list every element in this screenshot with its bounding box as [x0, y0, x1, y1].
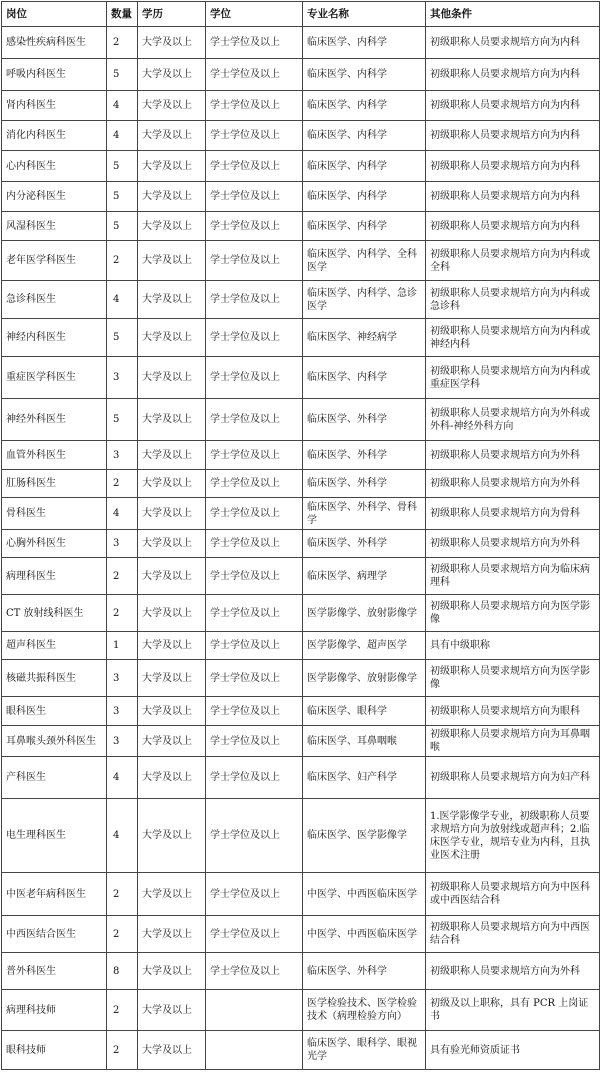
cell-conditions: 初级职称人员要求规培方向为内科或重症医学科	[426, 357, 600, 399]
cell-count: 4	[107, 121, 138, 151]
cell-count: 3	[107, 530, 138, 558]
cell-conditions: 初级职称人员要求规培方向为内科或急诊科	[426, 281, 600, 319]
cell-education: 大学及以上	[138, 498, 206, 530]
cell-major: 临床医学、外科学	[303, 530, 426, 558]
cell-count: 5	[107, 319, 138, 357]
cell-degree: 学士学位及以上	[206, 530, 303, 558]
table-row	[2, 916, 600, 953]
cell-major: 临床医学、内科学	[303, 27, 426, 59]
cell-education: 大学及以上	[138, 799, 206, 873]
cell-major: 临床医学、内科学	[303, 212, 426, 241]
cell-degree	[206, 1031, 303, 1070]
cell-count: 3	[107, 441, 138, 470]
cell-conditions: 1.医学影像学专业，初级职称人员要求规培方向为放射线或超声科；2.临床医学专业，规培专业为内科，且执业医术注册	[426, 799, 600, 873]
cell-degree: 学士学位及以上	[206, 595, 303, 632]
cell-count: 2	[107, 1031, 138, 1070]
cell-degree: 学士学位及以上	[206, 757, 303, 799]
cell-post: 老年医学科医生	[2, 241, 107, 281]
cell-degree: 学士学位及以上	[206, 91, 303, 121]
cell-degree: 学士学位及以上	[206, 873, 303, 916]
cell-education: 大学及以上	[138, 212, 206, 241]
cell-conditions: 初级职称人员要求规培方向为内科	[426, 121, 600, 151]
cell-education: 大学及以上	[138, 182, 206, 212]
header-education: 学历	[138, 2, 206, 27]
cell-education: 大学及以上	[138, 59, 206, 91]
cell-conditions: 初级职称人员要求规培方向为内科	[426, 182, 600, 212]
cell-conditions: 初级职称人员要求规培方向为耳鼻咽喉	[426, 726, 600, 757]
cell-conditions: 具有中级职称	[426, 632, 600, 660]
table-row	[2, 151, 600, 182]
header-major: 专业名称	[303, 2, 426, 27]
cell-education: 大学及以上	[138, 399, 206, 441]
cell-education: 大学及以上	[138, 990, 206, 1031]
cell-major: 临床医学、外科学	[303, 399, 426, 441]
cell-degree: 学士学位及以上	[206, 319, 303, 357]
table-row	[2, 212, 600, 241]
table-row	[2, 873, 600, 916]
cell-post: 呼吸内科医生	[2, 59, 107, 91]
cell-post: 眼科技师	[2, 1031, 107, 1070]
cell-major: 临床医学、妇产科学	[303, 757, 426, 799]
cell-post: 耳鼻喉头颈外科医生	[2, 726, 107, 757]
table-row	[2, 182, 600, 212]
cell-count: 8	[107, 953, 138, 990]
cell-major: 临床医学、外科学、骨科学	[303, 498, 426, 530]
table-row	[2, 757, 600, 799]
cell-degree: 学士学位及以上	[206, 558, 303, 595]
cell-education: 大学及以上	[138, 91, 206, 121]
cell-count: 4	[107, 281, 138, 319]
cell-conditions: 初级职称人员要求规培方向为妇产科	[426, 757, 600, 799]
cell-major: 临床医学、医学影像学	[303, 799, 426, 873]
cell-post: 神经外科医生	[2, 399, 107, 441]
cell-post: 感染性疾病科医生	[2, 27, 107, 59]
cell-post: 中医老年病科医生	[2, 873, 107, 916]
cell-count: 2	[107, 558, 138, 595]
cell-major: 中医学、中西医临床医学	[303, 916, 426, 953]
table-row	[2, 799, 600, 873]
cell-conditions: 初级职称人员要求规培方向为医学影像	[426, 595, 600, 632]
cell-degree: 学士学位及以上	[206, 441, 303, 470]
cell-major: 临床医学、耳鼻咽喉	[303, 726, 426, 757]
table-row	[2, 530, 600, 558]
cell-post: 风湿科医生	[2, 212, 107, 241]
cell-education: 大学及以上	[138, 953, 206, 990]
cell-education: 大学及以上	[138, 241, 206, 281]
cell-major: 临床医学、眼科学	[303, 697, 426, 726]
cell-major: 医学影像学、放射影像学	[303, 595, 426, 632]
table-row	[2, 91, 600, 121]
header-degree: 学位	[206, 2, 303, 27]
table-row	[2, 953, 600, 990]
cell-major: 临床医学、外科学	[303, 441, 426, 470]
cell-education: 大学及以上	[138, 121, 206, 151]
cell-count: 1	[107, 632, 138, 660]
cell-degree: 学士学位及以上	[206, 212, 303, 241]
cell-conditions: 初级职称人员要求规培方向为内科	[426, 91, 600, 121]
cell-post: 中西医结合医生	[2, 916, 107, 953]
cell-post: 电生理科医生	[2, 799, 107, 873]
cell-major: 临床医学、内科学	[303, 151, 426, 182]
cell-post: 普外科医生	[2, 953, 107, 990]
cell-education: 大学及以上	[138, 660, 206, 697]
job-requirements-table	[1, 1, 600, 1070]
cell-conditions: 初级职称人员要求规培方向为眼科	[426, 697, 600, 726]
cell-post: 超声科医生	[2, 632, 107, 660]
cell-conditions: 初级职称人员要求规培方向为内科	[426, 27, 600, 59]
cell-major: 临床医学、内科学	[303, 357, 426, 399]
cell-degree: 学士学位及以上	[206, 498, 303, 530]
cell-count: 5	[107, 399, 138, 441]
table-row	[2, 632, 600, 660]
cell-count: 4	[107, 498, 138, 530]
table-row	[2, 357, 600, 399]
cell-education: 大学及以上	[138, 632, 206, 660]
cell-education: 大学及以上	[138, 1031, 206, 1070]
cell-count: 2	[107, 241, 138, 281]
cell-conditions: 初级职称人员要求规培方向为内科	[426, 212, 600, 241]
cell-conditions: 初级职称人员要求规培方向为外科	[426, 470, 600, 498]
cell-major: 临床医学、内科学	[303, 91, 426, 121]
cell-conditions: 初级职称人员要求规培方向为内科	[426, 59, 600, 91]
cell-post: 心内科医生	[2, 151, 107, 182]
cell-count: 4	[107, 799, 138, 873]
cell-degree: 学士学位及以上	[206, 182, 303, 212]
cell-post: 急诊科医生	[2, 281, 107, 319]
cell-count: 4	[107, 757, 138, 799]
cell-conditions: 具有验光师资质证书	[426, 1031, 600, 1070]
cell-post: 消化内科医生	[2, 121, 107, 151]
cell-major: 临床医学、眼科学、眼视光学	[303, 1031, 426, 1070]
cell-education: 大学及以上	[138, 697, 206, 726]
cell-count: 3	[107, 660, 138, 697]
cell-conditions: 初级职称人员要求规培方向为中医科或中西医结合科	[426, 873, 600, 916]
cell-education: 大学及以上	[138, 757, 206, 799]
cell-count: 5	[107, 212, 138, 241]
table-row	[2, 59, 600, 91]
cell-major: 临床医学、内科学	[303, 59, 426, 91]
table-row	[2, 726, 600, 757]
cell-major: 临床医学、病理学	[303, 558, 426, 595]
cell-count: 2	[107, 595, 138, 632]
table-body	[2, 27, 600, 1070]
table-header-row	[2, 2, 600, 27]
table-row	[2, 241, 600, 281]
cell-education: 大学及以上	[138, 595, 206, 632]
cell-major: 医学影像学、超声医学	[303, 632, 426, 660]
cell-post: 神经内科医生	[2, 319, 107, 357]
header-post: 岗位	[2, 2, 107, 27]
cell-count: 2	[107, 916, 138, 953]
cell-count: 5	[107, 182, 138, 212]
cell-degree: 学士学位及以上	[206, 726, 303, 757]
cell-post: 心胸外科医生	[2, 530, 107, 558]
cell-conditions: 初级及以上职称，具有 PCR 上岗证书	[426, 990, 600, 1031]
cell-post: 血管外科医生	[2, 441, 107, 470]
cell-count: 4	[107, 91, 138, 121]
cell-education: 大学及以上	[138, 441, 206, 470]
cell-count: 5	[107, 151, 138, 182]
cell-education: 大学及以上	[138, 726, 206, 757]
cell-degree: 学士学位及以上	[206, 27, 303, 59]
cell-count: 3	[107, 726, 138, 757]
cell-degree: 学士学位及以上	[206, 151, 303, 182]
cell-education: 大学及以上	[138, 319, 206, 357]
cell-major: 医学检验技术、医学检验技术（病理检验方向）	[303, 990, 426, 1031]
table-row	[2, 319, 600, 357]
cell-degree: 学士学位及以上	[206, 399, 303, 441]
cell-degree: 学士学位及以上	[206, 916, 303, 953]
cell-degree: 学士学位及以上	[206, 470, 303, 498]
cell-conditions: 初级职称人员要求规培方向为外科或外科-神经外科方向	[426, 399, 600, 441]
table-row	[2, 470, 600, 498]
cell-education: 大学及以上	[138, 357, 206, 399]
table-row	[2, 498, 600, 530]
cell-degree: 学士学位及以上	[206, 660, 303, 697]
cell-count: 2	[107, 27, 138, 59]
table-row	[2, 281, 600, 319]
cell-post: 病理科医生	[2, 558, 107, 595]
cell-count: 2	[107, 873, 138, 916]
cell-conditions: 初级职称人员要求规培方向为外科	[426, 441, 600, 470]
cell-post: 核磁共振科医生	[2, 660, 107, 697]
cell-education: 大学及以上	[138, 530, 206, 558]
table-row	[2, 660, 600, 697]
cell-major: 临床医学、神经病学	[303, 319, 426, 357]
cell-post: CT 放射线科医生	[2, 595, 107, 632]
cell-degree: 学士学位及以上	[206, 799, 303, 873]
cell-education: 大学及以上	[138, 873, 206, 916]
table-row	[2, 121, 600, 151]
cell-degree: 学士学位及以上	[206, 59, 303, 91]
cell-education: 大学及以上	[138, 27, 206, 59]
cell-degree: 学士学位及以上	[206, 121, 303, 151]
cell-major: 临床医学、外科学	[303, 953, 426, 990]
cell-post: 骨科医生	[2, 498, 107, 530]
cell-degree: 学士学位及以上	[206, 281, 303, 319]
cell-conditions: 初级职称人员要求规培方向为内科或神经内科	[426, 319, 600, 357]
table-row	[2, 1031, 600, 1070]
cell-major: 临床医学、内科学	[303, 121, 426, 151]
cell-degree: 学士学位及以上	[206, 697, 303, 726]
table-row	[2, 990, 600, 1031]
cell-education: 大学及以上	[138, 281, 206, 319]
cell-education: 大学及以上	[138, 470, 206, 498]
cell-education: 大学及以上	[138, 558, 206, 595]
cell-count: 2	[107, 990, 138, 1031]
cell-degree	[206, 990, 303, 1031]
cell-conditions: 初级职称人员要求规培方向为医学影像	[426, 660, 600, 697]
table-row	[2, 27, 600, 59]
cell-conditions: 初级职称人员要求规培方向为临床病理科	[426, 558, 600, 595]
cell-conditions: 初级职称人员要求规培方向为外科	[426, 530, 600, 558]
table-row	[2, 441, 600, 470]
cell-major: 临床医学、内科学、全科医学	[303, 241, 426, 281]
cell-post: 肛肠科医生	[2, 470, 107, 498]
cell-conditions: 初级职称人员要求规培方向为内科	[426, 151, 600, 182]
cell-degree: 学士学位及以上	[206, 357, 303, 399]
cell-conditions: 初级职称人员要求规培方向为中西医结合科	[426, 916, 600, 953]
cell-post: 产科医生	[2, 757, 107, 799]
cell-count: 3	[107, 357, 138, 399]
cell-post: 重症医学科医生	[2, 357, 107, 399]
cell-count: 3	[107, 697, 138, 726]
table-row	[2, 595, 600, 632]
cell-degree: 学士学位及以上	[206, 632, 303, 660]
cell-conditions: 初级职称人员要求规培方向为外科	[426, 953, 600, 990]
header-conditions: 其他条件	[426, 2, 600, 27]
cell-degree: 学士学位及以上	[206, 953, 303, 990]
cell-degree: 学士学位及以上	[206, 241, 303, 281]
cell-conditions: 初级职称人员要求规培方向为内科或全科	[426, 241, 600, 281]
cell-major: 临床医学、外科学	[303, 470, 426, 498]
cell-post: 内分泌科医生	[2, 182, 107, 212]
table-row	[2, 399, 600, 441]
cell-count: 5	[107, 59, 138, 91]
cell-major: 临床医学、内科学	[303, 182, 426, 212]
cell-conditions: 初级职称人员要求规培方向为骨科	[426, 498, 600, 530]
cell-major: 医学影像学、放射影像学	[303, 660, 426, 697]
cell-education: 大学及以上	[138, 916, 206, 953]
cell-post: 眼科医生	[2, 697, 107, 726]
table-row	[2, 697, 600, 726]
cell-major: 中医学、中西医临床医学	[303, 873, 426, 916]
cell-education: 大学及以上	[138, 151, 206, 182]
header-count: 数量	[107, 2, 138, 27]
cell-post: 肾内科医生	[2, 91, 107, 121]
table-row	[2, 558, 600, 595]
cell-major: 临床医学、内科学、急诊医学	[303, 281, 426, 319]
cell-count: 2	[107, 470, 138, 498]
cell-post: 病理科技师	[2, 990, 107, 1031]
